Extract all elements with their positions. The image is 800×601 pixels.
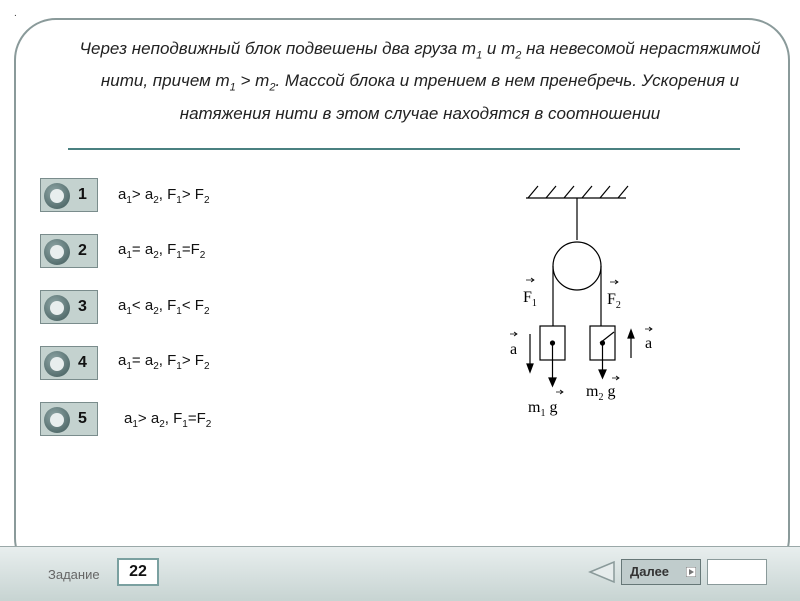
label-f1: $F_1$: [523, 289, 537, 309]
radio-icon: [44, 351, 70, 377]
gravity-arrow-2-head: [599, 370, 606, 378]
option-button-3[interactable]: [40, 290, 98, 324]
gravity-arrow-1-head: [549, 378, 556, 386]
radio-icon: [44, 407, 70, 433]
option-button-4[interactable]: [40, 346, 98, 380]
pulley-diagram: [500, 180, 670, 425]
corner-dot: .: [14, 8, 17, 19]
option-number: 5: [78, 410, 87, 427]
radio-icon: [44, 295, 70, 321]
option-button-1[interactable]: [40, 178, 98, 212]
divider: [68, 148, 740, 150]
label-m1g: $m_1$ g: [528, 399, 558, 419]
option-button-2[interactable]: [40, 234, 98, 268]
next-button-label: Далее: [630, 564, 670, 579]
next-button[interactable]: [621, 559, 701, 585]
option-number: 4: [78, 354, 87, 371]
label-a-right: a: [645, 335, 653, 352]
blank-panel: [707, 559, 767, 585]
next-arrow-icon: [686, 567, 696, 577]
option-text-5: $a_1> a_2$, $F_1=F_2$: [124, 410, 212, 430]
option-text-2: $a_1= a_2$, $F_1=F_2$: [118, 241, 206, 261]
option-number: 1: [78, 186, 87, 203]
back-arrow-icon[interactable]: [588, 560, 616, 584]
label-m2g: $m_2$ g: [586, 383, 616, 403]
option-button-5[interactable]: [40, 402, 98, 436]
question-text: Через неподвижный блок подвешены два груза $m_1$ и $m_2$ на невесомой нерастяжимой нити, причем $m_1 > m_2$. Массой блока и трением в нем пренебречь. Ускорения и натяжения нити в этом случае находятся в соотношении: [79, 39, 761, 123]
option-text-1: $a_1> a_2$, $F_1> F_2$: [118, 186, 210, 206]
accel-arrow-right-head: [628, 330, 634, 338]
footer-bar: [0, 546, 800, 601]
radio-icon: [44, 239, 70, 265]
radio-icon: [44, 183, 70, 209]
task-number-field: 22: [117, 558, 159, 586]
mass-2-mark: [600, 332, 614, 343]
accel-arrow-left-head: [527, 364, 533, 372]
label-a-left: a: [510, 341, 518, 358]
pulley: [553, 242, 601, 290]
task-label: Задание: [48, 567, 100, 582]
label-f2: $F_2$: [607, 291, 621, 311]
option-text-3: $a_1< a_2$, $F_1< F_2$: [118, 297, 210, 317]
option-text-4: $a_1= a_2$, $F_1> F_2$: [118, 352, 210, 372]
option-number: 3: [78, 298, 87, 315]
ceiling: [526, 186, 628, 198]
option-number: 2: [78, 242, 87, 259]
